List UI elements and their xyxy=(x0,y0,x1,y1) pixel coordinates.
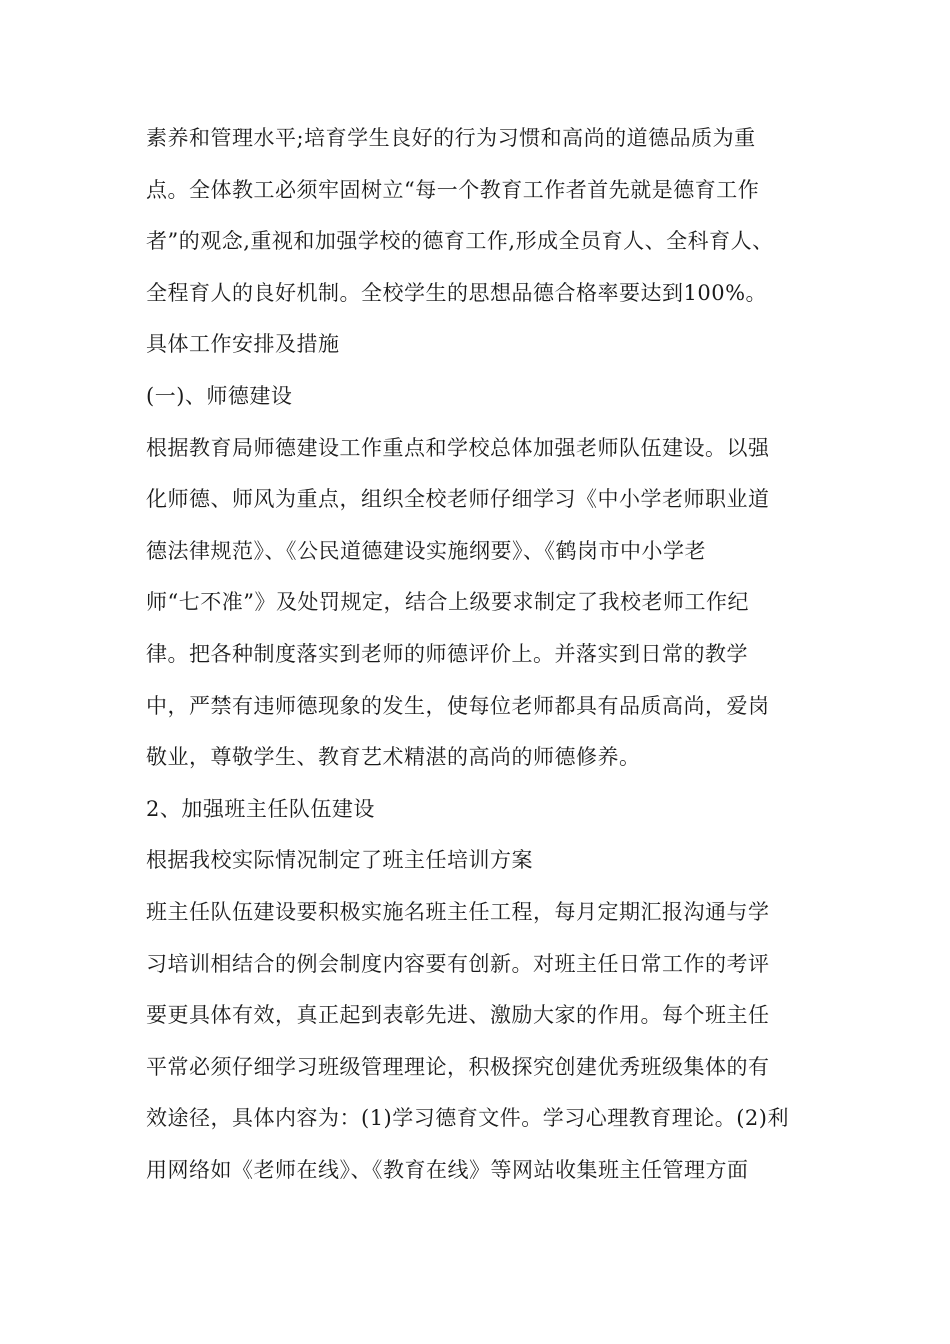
text-line: 全程育人的良好机制。全校学生的思想品德合格率要达到100%。 xyxy=(146,280,768,305)
text-line: 敬业，尊敬学生、教育艺术精湛的高尚的师德修养。 xyxy=(146,745,641,770)
subsection-heading: (一)、师德建设 xyxy=(146,383,293,408)
text-line: 师“七不准”》及处罚规定，结合上级要求制定了我校老师工作纪 xyxy=(146,590,749,615)
text-line: 化师德、师风为重点，组织全校老师仔细学习《中小学老师职业道 xyxy=(146,487,770,512)
text-line: 律。把各种制度落实到老师的师德评价上。并落实到日常的教学 xyxy=(146,641,748,666)
text-line: 根据我校实际情况制定了班主任培训方案 xyxy=(146,848,533,873)
text-line: 德法律规范》、《公民道德建设实施纲要》、《鹤岗市中小学老 xyxy=(146,538,706,563)
text-line: 根据教育局师德建设工作重点和学校总体加强老师队伍建设。以强 xyxy=(146,435,770,460)
text-line: 班主任队伍建设要积极实施名班主任工程，每月定期汇报沟通与学 xyxy=(146,899,770,924)
document-body xyxy=(146,113,806,1196)
text-line: 素养和管理水平;培育学生良好的行为习惯和高尚的道德品质为重 xyxy=(146,126,756,150)
text-line: 点。全体教工必须牢固树立“每一个教育工作者首先就是德育工作 xyxy=(146,177,760,202)
text-line: 平常必须仔细学习班级管理理论，积极探究创建优秀班级集体的有 xyxy=(146,1054,770,1079)
text-line: 要更具体有效，真正起到表彰先进、激励大家的作用。每个班主任 xyxy=(146,1003,770,1028)
subsection-heading: 2、加强班主任队伍建设 xyxy=(146,796,375,821)
text-line: 习培训相结合的例会制度内容要有创新。对班主任日常工作的考评 xyxy=(146,951,770,976)
section-heading: 具体工作安排及措施 xyxy=(146,332,340,357)
text-line: 者”的观念,重视和加强学校的德育工作,形成全员育人、全科育人、 xyxy=(146,229,774,254)
text-line: 用网络如《老师在线》、《教育在线》等网站收集班主任管理方面 xyxy=(146,1157,749,1182)
text-line: 中，严禁有违师德现象的发生，使每位老师都具有品质高尚，爱岗 xyxy=(146,693,770,718)
text-line: 效途径，具体内容为：(1)学习德育文件。学习心理教育理论。(2)利 xyxy=(146,1106,789,1131)
